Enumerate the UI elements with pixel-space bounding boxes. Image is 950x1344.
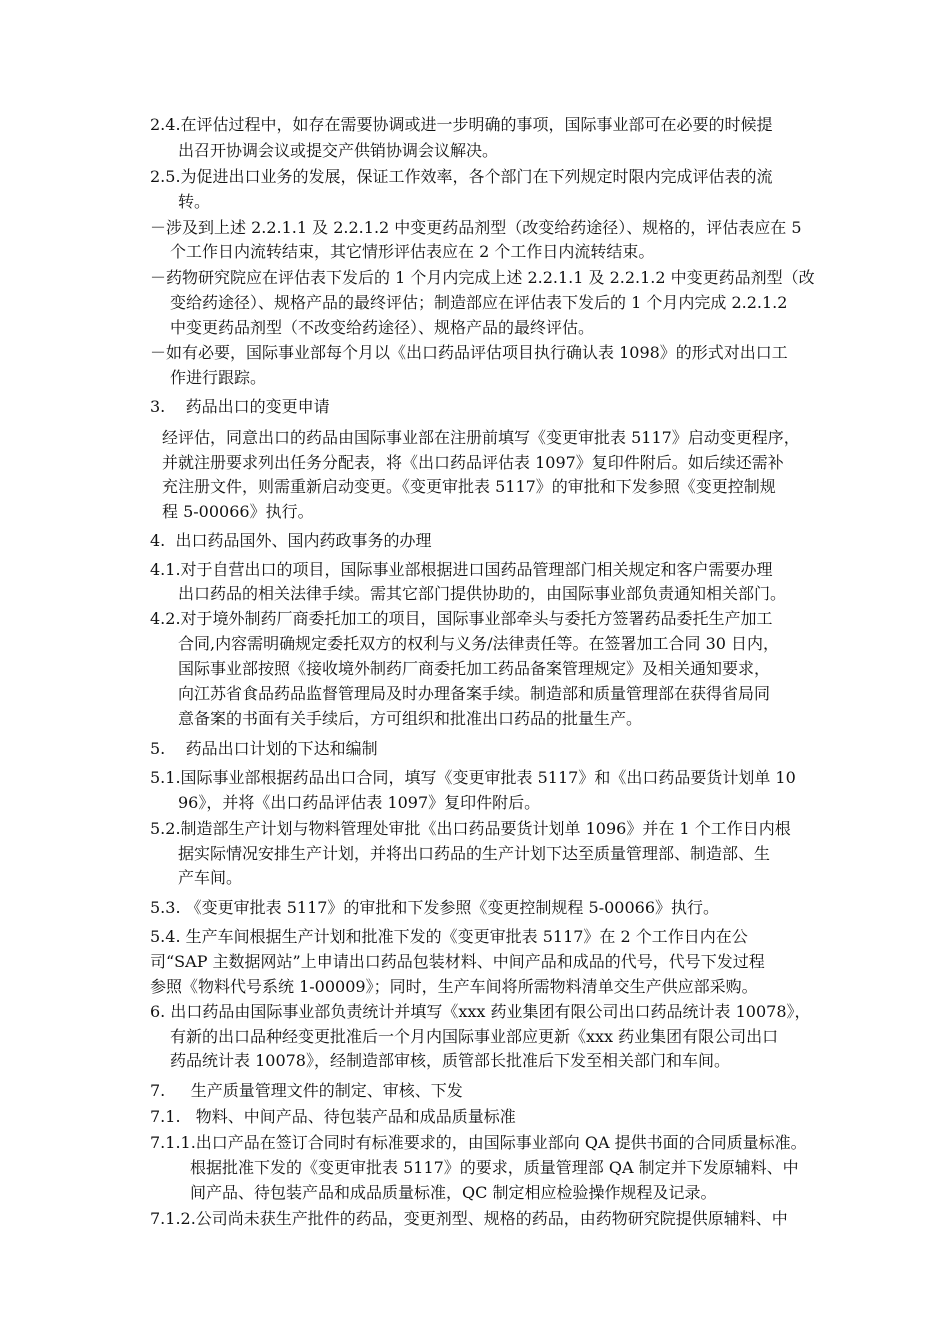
text-line: －如有必要，国际事业部每个月以《出口药品评估项目执行确认表 1098》的形式对出口工 [150, 343, 788, 362]
text-line: 中变更药品剂型（不改变给药途径）、规格产品的最终评估。 [170, 318, 595, 337]
text-line: 2.4.在评估过程中，如存在需要协调或进一步明确的事项，国际事业部可在必要的时候提 [150, 115, 773, 134]
text-line: 4.2.对于境外制药厂商委托加工的项目，国际事业部牵头与委托方签署药品委托生产加工 [150, 609, 773, 628]
text-line: 96》，并将《出口药品评估表 1097》复印件附后。 [178, 793, 541, 812]
text-line: 司“SAP 主数据网站”上申请出口药品包装材料、中间产品和成品的代号，代号下发过程 [150, 952, 765, 971]
text-line: 合同,内容需明确规定委托双方的权利与义务/法律责任等。在签署加工合同 30 日内， [178, 634, 780, 653]
text-line: 作进行跟踪。 [170, 368, 267, 387]
text-line: －药物研究院应在评估表下发后的 1 个月内完成上述 2.2.1.1 及 2.2.1.2 中变更药品剂型（改 [150, 268, 815, 287]
text-line: 个工作日内流转结束，其它情形评估表应在 2 个工作日内流转结束。 [170, 242, 655, 261]
text-line: 药品统计表 10078》，经制造部审核，质管部长批准后下发至相关部门和车间。 [170, 1051, 730, 1070]
text-line: 2.5.为促进出口业务的发展，保证工作效率，各个部门在下列规定时限内完成评估表的流 [150, 167, 773, 186]
text-line: 5.1.国际事业部根据药品出口合同，填写《变更审批表 5117》和《出口药品要货计划单 10 [150, 768, 796, 787]
text-line: 产车间。 [178, 868, 243, 887]
text-line: 有新的出口品种经变更批准后一个月内国际事业部应更新《xxx 药业集团有限公司出口 [170, 1027, 779, 1046]
text-line: 参照《物料代号系统 1-00009》；同时，生产车间将所需物料清单交生产供应部采购。 [150, 977, 758, 996]
text-line: 向江苏省食品药品监督管理局及时办理备案手续。制造部和质量管理部在获得省局同 [178, 684, 771, 703]
text-line: 出召开协调会议或提交产供销协调会议解决。 [178, 141, 499, 160]
section-heading: 7.1. 物料、中间产品、待包装产品和成品质量标准 [150, 1107, 516, 1126]
text-line: 7.1.1.出口产品在签订合同时有标准要求的，由国际事业部向 QA 提供书面的合同质量标准。 [150, 1133, 807, 1152]
text-line: －涉及到上述 2.2.1.1 及 2.2.1.2 中变更药品剂型（改变给药途径）、规格的，评估表应在 5 [150, 218, 802, 237]
text-line: 变给药途径）、规格产品的最终评估；制造部应在评估表下发后的 1 个月内完成 2.2.1.2 [170, 293, 788, 312]
text-line: 4.1.对于自营出口的项目，国际事业部根据进口国药品管理部门相关规定和客户需要办理 [150, 560, 773, 579]
text-line: 5.2.制造部生产计划与物料管理处审批《出口药品要货计划单 1096》并在 1 个工作日内根 [150, 819, 791, 838]
text-line: 程 5-00066》执行。 [162, 502, 314, 521]
section-heading: 5. 药品出口计划的下达和编制 [150, 739, 378, 758]
text-line: 据实际情况安排生产计划，并将出口药品的生产计划下达至质量管理部、制造部、生 [178, 844, 771, 863]
text-line: 5.3. 《变更审批表 5117》的审批和下发参照《变更控制规程 5-00066》执行。 [150, 898, 719, 917]
text-line: 国际事业部按照《接收境外制药厂商委托加工药品备案管理规定》及相关通知要求， [178, 659, 771, 678]
text-line: 并就注册要求列出任务分配表，将《出口药品评估表 1097》复印件附后。如后续还需补 [162, 453, 784, 472]
section-heading: 3. 药品出口的变更申请 [150, 397, 330, 416]
text-line: 7.1.2.公司尚未获生产批件的药品，变更剂型、规格的药品，由药物研究院提供原辅料、中 [150, 1209, 788, 1228]
text-line: 充注册文件，则需重新启动变更。《变更审批表 5117》的审批和下发参照《变更控制规 [162, 477, 776, 496]
text-line: 间产品、待包装产品和成品质量标准，QC 制定相应检验操作规程及记录。 [190, 1183, 717, 1202]
section-heading: 4. 出口药品国外、国内药政事务的办理 [150, 531, 432, 550]
text-line: 意备案的书面有关手续后，方可组织和批准出口药品的批量生产。 [178, 709, 643, 728]
text-line: 出口药品的相关法律手续。需其它部门提供协助的，由国际事业部负责通知相关部门。 [178, 584, 787, 603]
text-line: 5.4. 生产车间根据生产计划和批准下发的《变更审批表 5117》在 2 个工作日内在公 [150, 927, 748, 946]
text-line: 6. 出口药品由国际事业部负责统计并填写《xxx 药业集团有限公司出口药品统计表 10078》， [150, 1002, 811, 1021]
text-line: 转。 [178, 192, 211, 211]
text-line: 根据批准下发的《变更审批表 5117》的要求，质量管理部 QA 制定并下发原辅料、中 [190, 1158, 799, 1177]
text-line: 经评估，同意出口的药品由国际事业部在注册前填写《变更审批表 5117》启动变更程序， [162, 428, 800, 447]
section-heading: 7. 生产质量管理文件的制定、审核、下发 [150, 1081, 463, 1100]
